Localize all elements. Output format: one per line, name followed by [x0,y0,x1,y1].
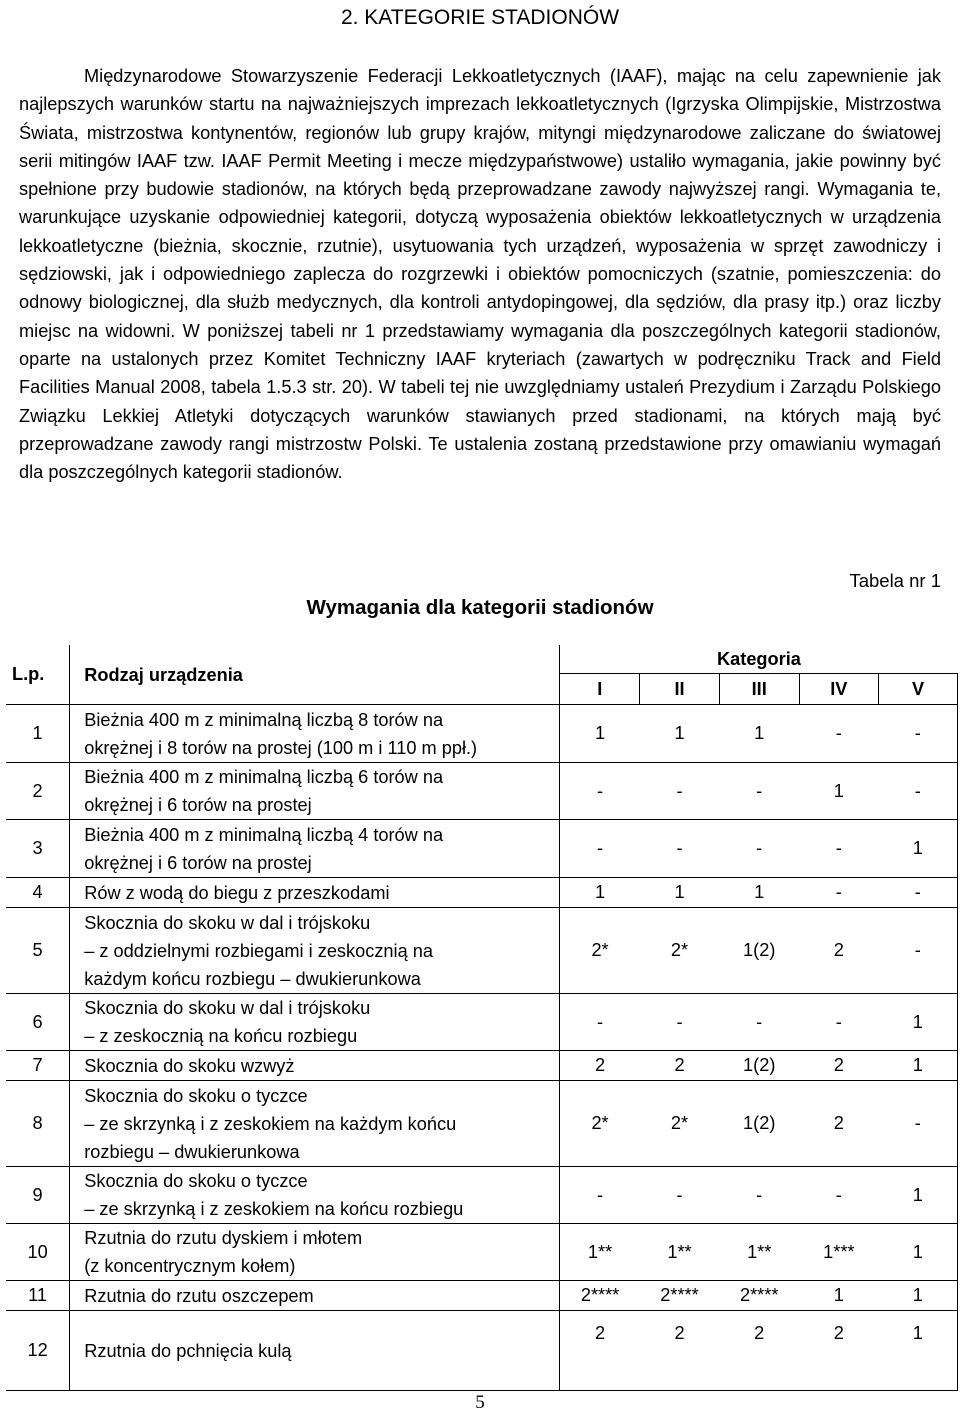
table-row [6,820,958,878]
category-5-value: - [879,705,958,763]
row-number: 10 [6,1224,70,1281]
device-name-line: rozbiegu – dwukierunkowa [84,1141,300,1162]
device-name [70,908,560,994]
device-name-line: każdym końcu rozbiegu – dwukierunkowa [84,968,421,989]
page-number: 5 [475,1392,485,1413]
device-name-line: Bieżnia 400 m z minimalną liczbą 8 torów na [84,709,444,730]
device-name-line: Rzutnia do rzutu oszczepem [84,1285,314,1306]
row-number: 11 [6,1281,70,1311]
device-name [70,705,560,763]
device-name-line: (z koncentrycznym kołem) [84,1256,296,1276]
header-cat-2: II [640,674,720,705]
table-title: Wymagania dla kategorii stadionów [306,596,654,619]
table-row [6,705,958,763]
category-2-value: - [640,820,720,878]
table-row [6,1311,958,1391]
header-cat-3: III [719,674,799,705]
category-3-value: 1(2) [719,908,799,994]
category-5-value: 1 [879,1051,958,1081]
category-2-value: 2**** [640,1281,720,1311]
category-3-value: 1 [719,705,799,763]
category-5-value: 1 [879,994,958,1051]
device-name-line: okrężnej i 6 torów na prostej [84,852,312,873]
category-4-value: 2 [799,908,878,994]
device-name-line: – ze skrzynką i z zeskokiem na każdym końcu [84,1113,457,1134]
category-1-value: - [560,820,640,878]
category-4-value: 1 [799,1281,878,1311]
category-3-value: 1(2) [719,1051,799,1081]
table-row [6,763,958,820]
category-4-value: - [799,878,878,908]
category-5-value: - [879,1081,958,1167]
category-3-value: 1(2) [719,1081,799,1167]
category-2-value: - [640,763,720,820]
category-5-value: - [879,878,958,908]
category-1-value: - [560,763,640,820]
device-name-line: Rzutnia do rzutu dyskiem i młotem [84,1228,363,1248]
category-2-value: 1** [640,1224,720,1281]
category-4-value: 2 [799,1311,878,1391]
device-name [70,763,560,820]
category-2-value: - [640,994,720,1051]
category-1-value: 2 [560,1051,640,1081]
device-name [70,1167,560,1224]
category-3-value: 1** [719,1224,799,1281]
header-cat-4: IV [799,674,878,705]
category-1-value: 1** [560,1224,640,1281]
category-2-value: 2* [640,1081,720,1167]
category-4-value: - [799,820,878,878]
category-2-value: 2 [640,1311,720,1391]
device-name-line: – z zeskocznią na końcu rozbiegu [84,1026,358,1046]
category-2-value: 1 [640,705,720,763]
table-row [6,878,958,908]
category-2-value: 1 [640,878,720,908]
table-row [6,1051,958,1081]
device-name-line: okrężnej i 6 torów na prostej [84,795,312,815]
category-3-value: 2 [719,1311,799,1391]
row-number: 5 [6,908,70,994]
category-4-value: - [799,705,878,763]
header-cat-1: I [560,674,640,705]
category-1-value: 2* [560,1081,640,1167]
row-number: 12 [6,1311,70,1391]
row-number: 9 [6,1167,70,1224]
category-1-value: 2 [560,1311,640,1391]
device-name-line: Bieżnia 400 m z minimalną liczbą 6 torów na [84,767,444,787]
row-number: 2 [6,763,70,820]
row-number: 1 [6,705,70,763]
table-row [6,1224,958,1281]
category-2-value: 2 [640,1051,720,1081]
category-4-value: 2 [799,1081,878,1167]
category-4-value: 1*** [799,1224,878,1281]
category-1-value: 1 [560,705,640,763]
category-5-value: 1 [879,820,958,878]
category-4-value: 2 [799,1051,878,1081]
device-name-line: okrężnej i 8 torów na prostej (100 m i 110 m ppł.) [84,737,478,758]
category-4-value: - [799,994,878,1051]
category-3-value: - [719,994,799,1051]
row-number: 7 [6,1051,70,1081]
requirements-table [6,645,958,1391]
category-1-value: 2**** [560,1281,640,1311]
device-name [70,1081,560,1167]
device-name [70,994,560,1051]
category-1-value: - [560,1167,640,1224]
row-number: 3 [6,820,70,878]
category-5-value: 1 [879,1281,958,1311]
category-3-value: - [719,763,799,820]
category-1-value: 1 [560,878,640,908]
device-name-line: Skocznia do skoku w dal i trójskoku [84,998,371,1018]
category-5-value: 1 [879,1311,958,1391]
category-1-value: - [560,994,640,1051]
header-device-type: Rodzaj urządzenia [70,645,560,705]
header-cat-5: V [879,674,958,705]
device-name [70,1311,560,1391]
device-name [70,1051,560,1081]
page-title: 2. KATEGORIE STADIONÓW [340,6,620,29]
device-name-line: – ze skrzynką i z zeskokiem na końcu rozbiegu [84,1199,464,1219]
device-name-line: Rów z wodą do biegu z przeszkodami [84,882,390,903]
category-4-value: 1 [799,763,878,820]
device-name [70,878,560,908]
row-number: 8 [6,1081,70,1167]
category-1-value: 2* [560,908,640,994]
device-name-line: Rzutnia do pchnięcia kulą [84,1340,292,1361]
table-row [6,908,958,994]
category-5-value: 1 [879,1167,958,1224]
body-paragraph: Międzynarodowe Stowarzyszenie Federacji Lekkoatletycznych (IAAF), mając na celu zapewnienie jak najlepszych warunków startu na najważniejszych imprezach lekkoatletycznych (Igrzyska Olimpijskie, Mistrzostwa Świata, mistrzostwa kontynentów, regionów lub grupy krajów, mityngi międzynarodowe zaliczane do światowej serii mitingów IAAF tzw. IAAF Permit Meeting i mecze międzypaństwowe) ustaliło wymagania, jakie powinny być spełnione przy budowie stadionów, na których będą przeprowadzane zawody najwyższej rangi. Wymagania te, warunkujące uzyskanie odpowiedniej kategorii, dotyczą wyposażenia obiektów lekkoatletycznych w urządzenia lekkoatletyczne (bieżnia, skocznie, rzutnie), usytuowania tych urządzeń, wyposażenia w sprzęt zawodniczy i sędziowski, jak i odpowiedniego zaplecza do rozgrzewki i obiektów pomocniczych (szatnie, pomieszczenia: do odnowy biologicznej, dla służb medycznych, dla kontroli antydopingowej, dla sędziów, dla prasy itp.) oraz liczby miejsc na widowni. W poniższej tabeli nr 1 przedstawiamy wymagania dla poszczególnych kategorii stadionów, oparte na ustalonych przez Komitet Techniczny IAAF kryteriach (zawartych w podręczniku Track and Field Facilities Manual 2008, tabela 1.5.3 str. 20). W tabeli tej nie uwzględniamy ustaleń Prezydium i Zarządu Polskiego Związku Lekkiej Atletyki dotyczących warunków stawianych przed stadionami, na których mają być przeprowadzane zawody rangi mistrzostw Polski. Te ustalenia zostaną przedstawione przy omawianiu wymagań dla poszczególnych kategorii stadionów. [19,66,941,483]
device-name-line: – z oddzielnymi rozbiegami i zeskocznią na [84,940,433,961]
category-5-value: 1 [879,1224,958,1281]
device-name-line: Bieżnia 400 m z minimalną liczbą 4 torów na [84,824,444,845]
header-lp: L.p. [6,645,70,705]
category-3-value: - [719,820,799,878]
device-name-line: Skocznia do skoku wzwyż [84,1055,295,1076]
category-2-value: - [640,1167,720,1224]
category-3-value: 1 [719,878,799,908]
row-number: 4 [6,878,70,908]
category-2-value: 2* [640,908,720,994]
row-number: 6 [6,994,70,1051]
device-name-line: Skocznia do skoku o tyczce [84,1085,308,1106]
header-category: Kategoria [560,645,958,674]
device-name [70,1281,560,1311]
category-4-value: - [799,1167,878,1224]
device-name [70,1224,560,1281]
category-3-value: 2**** [719,1281,799,1311]
table-row [6,1167,958,1224]
table-row [6,1081,958,1167]
table-row [6,1281,958,1311]
category-5-value: - [879,763,958,820]
category-5-value: - [879,908,958,994]
device-name [70,820,560,878]
table-row [6,994,958,1051]
table-caption: Tabela nr 1 [849,570,941,591]
device-name-line: Skocznia do skoku o tyczce [84,1171,308,1191]
category-3-value: - [719,1167,799,1224]
device-name-line: Skocznia do skoku w dal i trójskoku [84,912,371,933]
